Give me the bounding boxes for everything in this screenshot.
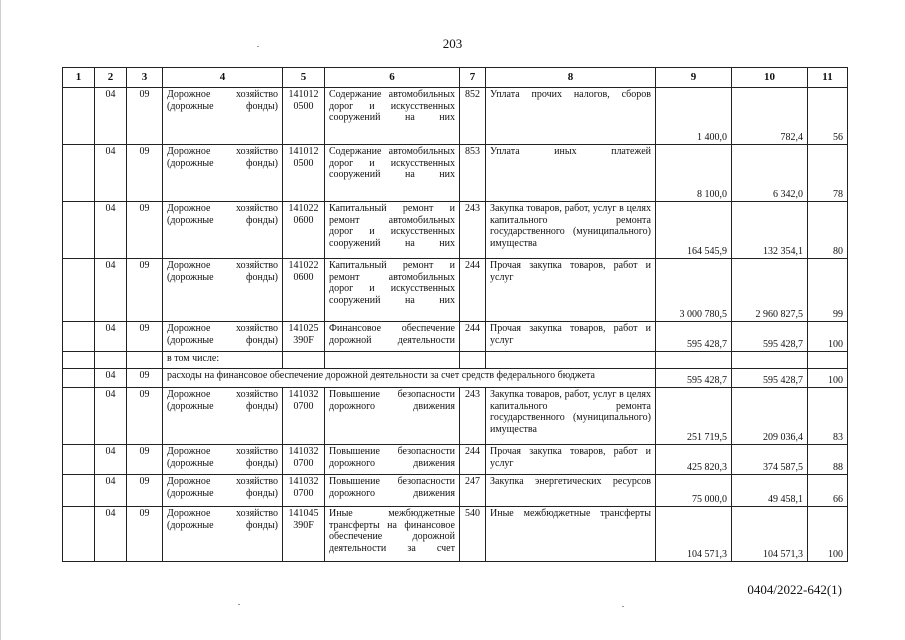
target-article-name: Содержание автомобильных дорог и искусственных сооружений на них xyxy=(325,145,460,202)
column-header: 2 xyxy=(95,68,127,88)
target-article-name: Содержание автомобильных дорог и искусственных сооружений на них xyxy=(325,88,460,145)
execution-percent: 80 xyxy=(808,202,848,259)
section-code: 04 xyxy=(95,388,127,445)
expense-type-name: Прочая закупка товаров, работ и услуг xyxy=(486,259,656,322)
empty-cell xyxy=(732,352,808,369)
empty-cell xyxy=(808,352,848,369)
section-code: 04 xyxy=(95,445,127,475)
planned-amount: 595 428,7 xyxy=(656,369,732,388)
executed-amount: 374 587,5 xyxy=(732,445,808,475)
executed-amount: 595 428,7 xyxy=(732,322,808,352)
target-article-name: Повышение безопасности дорожного движения xyxy=(325,475,460,507)
section-name: Дорожное хозяйство (дорожные фонды) xyxy=(163,202,283,259)
empty-cell xyxy=(63,388,95,445)
planned-amount: 164 545,9 xyxy=(656,202,732,259)
execution-percent: 66 xyxy=(808,475,848,507)
section-code: 04 xyxy=(95,259,127,322)
budget-table xyxy=(62,67,848,562)
target-article-code: 141045 390F xyxy=(283,507,325,562)
empty-cell xyxy=(63,145,95,202)
table-row xyxy=(63,388,848,445)
section-name: Дорожное хозяйство (дорожные фонды) xyxy=(163,145,283,202)
column-header: 8 xyxy=(486,68,656,88)
section-name: Дорожное хозяйство (дорожные фонды) xyxy=(163,259,283,322)
section-name: Дорожное хозяйство (дорожные фонды) xyxy=(163,445,283,475)
executed-amount: 104 571,3 xyxy=(732,507,808,562)
subsection-code: 09 xyxy=(127,202,163,259)
executed-amount: 6 342,0 xyxy=(732,145,808,202)
table-row xyxy=(63,259,848,322)
table-row xyxy=(63,202,848,259)
subsection-code: 09 xyxy=(127,145,163,202)
empty-cell xyxy=(63,369,95,388)
execution-percent: 100 xyxy=(808,369,848,388)
target-article-code: 141012 0500 xyxy=(283,145,325,202)
scan-speck xyxy=(238,604,240,605)
expense-type-code: 540 xyxy=(460,507,486,562)
subsection-code: 09 xyxy=(127,388,163,445)
page-number: 203 xyxy=(442,36,463,51)
execution-percent: 78 xyxy=(808,145,848,202)
section-code: 04 xyxy=(95,507,127,562)
empty-cell xyxy=(63,445,95,475)
target-article-code: 141025 390F xyxy=(283,322,325,352)
planned-amount: 1 400,0 xyxy=(656,88,732,145)
subsection-code: 09 xyxy=(127,369,163,388)
expense-type-name: Прочая закупка товаров, работ и услуг xyxy=(486,322,656,352)
table-row xyxy=(63,445,848,475)
section-code: 04 xyxy=(95,145,127,202)
executed-amount: 782,4 xyxy=(732,88,808,145)
planned-amount: 425 820,3 xyxy=(656,445,732,475)
column-header: 11 xyxy=(808,68,848,88)
expense-type-code: 247 xyxy=(460,475,486,507)
expense-type-name: Прочая закупка товаров, работ и услуг xyxy=(486,445,656,475)
column-header: 9 xyxy=(656,68,732,88)
planned-amount: 75 000,0 xyxy=(656,475,732,507)
section-code: 04 xyxy=(95,475,127,507)
scan-speck xyxy=(622,606,624,607)
table-row xyxy=(63,145,848,202)
target-article-name: Финансовое обеспечение дорожной деятельности xyxy=(325,322,460,352)
execution-percent: 83 xyxy=(808,388,848,445)
empty-cell xyxy=(656,352,732,369)
section-name: Дорожное хозяйство (дорожные фонды) xyxy=(163,388,283,445)
empty-cell xyxy=(63,352,95,369)
empty-cell xyxy=(325,352,460,369)
executed-amount: 132 354,1 xyxy=(732,202,808,259)
target-article-code: 141032 0700 xyxy=(283,388,325,445)
executed-amount: 595 428,7 xyxy=(732,369,808,388)
subsection-code: 09 xyxy=(127,507,163,562)
table-row xyxy=(63,88,848,145)
planned-amount: 595 428,7 xyxy=(656,322,732,352)
table-header-row xyxy=(63,68,848,88)
subsection-code: 09 xyxy=(127,475,163,507)
column-header: 7 xyxy=(460,68,486,88)
table-row xyxy=(63,322,848,352)
execution-percent: 99 xyxy=(808,259,848,322)
target-article-name: Повышение безопасности дорожного движения xyxy=(325,388,460,445)
table-row xyxy=(63,507,848,562)
execution-percent: 100 xyxy=(808,322,848,352)
executed-amount: 209 036,4 xyxy=(732,388,808,445)
expense-type-code: 243 xyxy=(460,388,486,445)
expense-type-code: 244 xyxy=(460,445,486,475)
execution-percent: 100 xyxy=(808,507,848,562)
section-code: 04 xyxy=(95,202,127,259)
document-code: 0404/2022-642(1) xyxy=(747,582,842,597)
execution-percent: 88 xyxy=(808,445,848,475)
empty-cell xyxy=(63,475,95,507)
execution-percent: 56 xyxy=(808,88,848,145)
empty-cell xyxy=(63,88,95,145)
section-name: Дорожное хозяйство (дорожные фонды) xyxy=(163,507,283,562)
section-name: Дорожное хозяйство (дорожные фонды) xyxy=(163,322,283,352)
planned-amount: 3 000 780,5 xyxy=(656,259,732,322)
expense-type-name: Иные межбюджетные трансферты xyxy=(486,507,656,562)
planned-amount: 251 719,5 xyxy=(656,388,732,445)
empty-cell xyxy=(95,352,127,369)
empty-cell xyxy=(460,352,486,369)
section-code: 04 xyxy=(95,322,127,352)
column-header: 3 xyxy=(127,68,163,88)
target-article-name: Капитальный ремонт и ремонт автомобильных дорог и искусственных сооружений на них xyxy=(325,259,460,322)
including-label: в том числе: xyxy=(163,352,283,369)
column-header: 6 xyxy=(325,68,460,88)
empty-cell xyxy=(63,259,95,322)
expense-type-name: Уплата иных платежей xyxy=(486,145,656,202)
expense-type-name: Закупка товаров, работ, услуг в целях капитального ремонта государственного (муниципального) имущества xyxy=(486,202,656,259)
executed-amount: 2 960 827,5 xyxy=(732,259,808,322)
section-name: Дорожное хозяйство (дорожные фонды) xyxy=(163,475,283,507)
target-article-code: 141012 0500 xyxy=(283,88,325,145)
section-code: 04 xyxy=(95,369,127,388)
column-header: 5 xyxy=(283,68,325,88)
table-row xyxy=(63,475,848,507)
column-header: 1 xyxy=(63,68,95,88)
empty-cell xyxy=(63,322,95,352)
empty-cell xyxy=(127,352,163,369)
empty-cell xyxy=(63,507,95,562)
expense-type-name: Уплата прочих налогов, сборов xyxy=(486,88,656,145)
federal-row-description: расходы на финансовое обеспечение дорожной деятельности за счет средств федерального бюджета xyxy=(163,369,656,388)
subsection-code: 09 xyxy=(127,259,163,322)
target-article-code: 141022 0600 xyxy=(283,259,325,322)
target-article-name: Капитальный ремонт и ремонт автомобильных дорог и искусственных сооружений на них xyxy=(325,202,460,259)
target-article-name: Иные межбюджетные трансферты на финансовое обеспечение дорожной деятельности за счет xyxy=(325,507,460,562)
federal-budget-row xyxy=(63,369,848,388)
subsection-code: 09 xyxy=(127,445,163,475)
target-article-code: 141032 0700 xyxy=(283,445,325,475)
expense-type-code: 852 xyxy=(460,88,486,145)
planned-amount: 104 571,3 xyxy=(656,507,732,562)
expense-type-name: Закупка товаров, работ, услуг в целях капитального ремонта государственного (муниципального) имущества xyxy=(486,388,656,445)
subsection-code: 09 xyxy=(127,88,163,145)
target-article-code: 141022 0600 xyxy=(283,202,325,259)
column-header: 4 xyxy=(163,68,283,88)
empty-cell xyxy=(283,352,325,369)
including-row xyxy=(63,352,848,369)
subsection-code: 09 xyxy=(127,322,163,352)
expense-type-code: 244 xyxy=(460,259,486,322)
column-header: 10 xyxy=(732,68,808,88)
planned-amount: 8 100,0 xyxy=(656,145,732,202)
expense-type-code: 243 xyxy=(460,202,486,259)
section-name: Дорожное хозяйство (дорожные фонды) xyxy=(163,88,283,145)
scan-edge xyxy=(0,0,1,640)
expense-type-code: 244 xyxy=(460,322,486,352)
executed-amount: 49 458,1 xyxy=(732,475,808,507)
expense-type-name: Закупка энергетических ресурсов xyxy=(486,475,656,507)
empty-cell xyxy=(486,352,656,369)
section-code: 04 xyxy=(95,88,127,145)
expense-type-code: 853 xyxy=(460,145,486,202)
target-article-name: Повышение безопасности дорожного движения xyxy=(325,445,460,475)
empty-cell xyxy=(63,202,95,259)
target-article-code: 141032 0700 xyxy=(283,475,325,507)
